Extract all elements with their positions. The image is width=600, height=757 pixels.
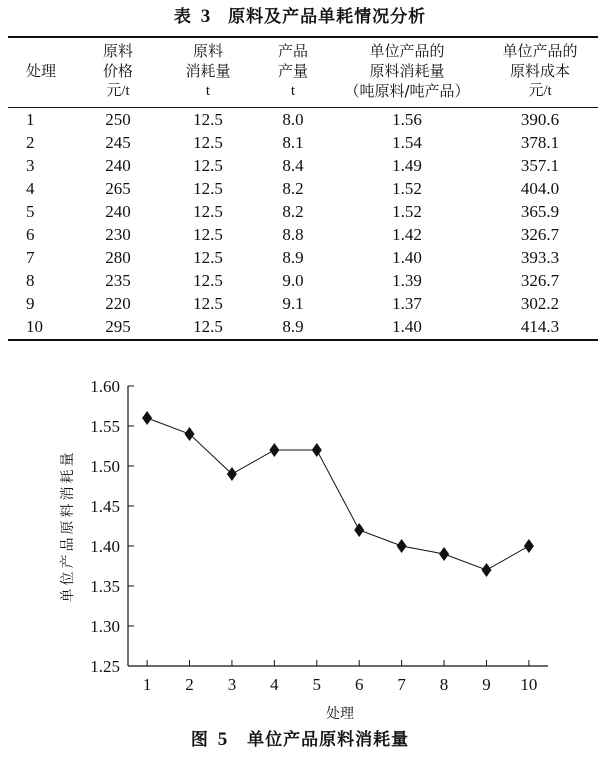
table-cell: 8.1: [282, 132, 304, 152]
table-cell: 326.7: [520, 271, 560, 291]
table-cell: 10: [26, 317, 43, 337]
table-cell: 230: [105, 225, 131, 245]
figure-caption-prefix: 图: [190, 730, 209, 750]
y-tick-label: 1.40: [90, 537, 120, 556]
header-line: 价格: [102, 62, 133, 80]
x-tick-label: 4: [270, 675, 279, 694]
data-point-marker: [227, 467, 237, 481]
table-cell: 5: [26, 201, 35, 221]
series-line: [147, 418, 529, 570]
figure-caption-text: 单位产品原料消耗量: [247, 730, 410, 750]
table-cell: 6: [26, 225, 35, 245]
header-treatment: [8, 37, 74, 108]
data-point-marker: [354, 523, 364, 537]
table-row: [8, 247, 598, 270]
table-cell: 8.2: [282, 201, 304, 221]
table-cell: 1.40: [392, 248, 422, 268]
table-cell: 378.1: [520, 132, 560, 152]
header-unit: （吨原料/吨产品）: [344, 82, 470, 100]
table-cell: 9.0: [282, 271, 304, 291]
y-axis-title: 单位产品原料消耗量: [60, 449, 76, 603]
header-treatment-label: 处理: [25, 62, 56, 80]
table-cell: 9.1: [282, 294, 304, 314]
y-tick-label: 1.45: [90, 497, 120, 516]
y-tick-label: 1.25: [90, 657, 120, 676]
table-cell: 1.42: [392, 225, 422, 245]
table-row: [8, 154, 598, 177]
table-cell: 1: [26, 109, 35, 129]
x-tick-label: 3: [227, 675, 237, 694]
table-cell: 12.5: [193, 155, 223, 175]
data-point-marker: [397, 539, 407, 553]
data-point-marker: [524, 539, 534, 553]
header-unit: t: [205, 83, 211, 99]
y-tick-label: 1.55: [90, 417, 120, 436]
table-cell: 280: [105, 248, 131, 268]
table-cell: 12.5: [193, 271, 223, 291]
table-title-text: 原料及产品单耗情况分析: [228, 7, 427, 27]
header-unit-consumption: [332, 37, 482, 108]
table-cell: 302.2: [520, 294, 560, 314]
data-point-marker: [439, 547, 449, 561]
figure-caption: [0, 725, 600, 751]
table-cell: 326.7: [520, 225, 560, 245]
table-cell: 1.39: [392, 271, 422, 291]
table-cell: 12.5: [193, 201, 223, 221]
table-cell: 245: [105, 132, 131, 152]
table-cell: 3: [26, 155, 35, 175]
table-cell: 8.4: [282, 155, 304, 175]
table-cell: 240: [105, 201, 131, 221]
table-cell: 365.9: [520, 201, 560, 221]
table-cell: 8.9: [282, 317, 304, 337]
x-tick-label: 2: [185, 675, 194, 694]
table-cell: 8: [26, 271, 35, 291]
table-cell: 12.5: [193, 317, 223, 337]
table-title-number: 3: [200, 6, 212, 27]
header-unit: 元/t: [106, 83, 130, 99]
material-consumption-table: [8, 36, 598, 341]
table-title: [0, 2, 600, 28]
table-cell: 8.8: [282, 225, 304, 245]
table-row: [8, 223, 598, 246]
table-row: [8, 177, 598, 200]
table-row: [8, 316, 598, 340]
table-cell: 1.40: [392, 317, 422, 337]
header-line: 产品: [277, 42, 308, 60]
consumption-line-chart: [0, 370, 600, 722]
table-cell: 12.5: [193, 109, 223, 129]
table-cell: 1.54: [392, 132, 422, 152]
x-tick-label: 10: [520, 675, 538, 694]
table-cell: 240: [105, 155, 131, 175]
table-cell: 12.5: [193, 294, 223, 314]
table-row: [8, 270, 598, 293]
table-header-row: [8, 37, 598, 108]
data-point-marker: [185, 427, 195, 441]
header-line: 消耗量: [185, 62, 231, 80]
header-line: 单位产品的: [369, 42, 445, 60]
header-line: 原料成本: [509, 62, 570, 80]
table-cell: 1.52: [392, 201, 422, 221]
table-body: [8, 108, 598, 340]
header-unit: t: [290, 83, 296, 99]
x-tick-label: 7: [397, 675, 406, 694]
table-cell: 12.5: [193, 225, 223, 245]
table-cell: 235: [105, 271, 131, 291]
table-cell: 8.9: [282, 248, 304, 268]
table-cell: 7: [26, 248, 35, 268]
table-cell: 393.3: [520, 248, 560, 268]
y-tick-label: 1.30: [90, 617, 120, 636]
header-line: 产量: [277, 62, 308, 80]
header-material-price: [74, 37, 162, 108]
header-line: 原料: [102, 42, 133, 60]
table-cell: 220: [105, 294, 131, 314]
table-cell: 390.6: [520, 109, 560, 129]
table-cell: 12.5: [193, 178, 223, 198]
table-row: [8, 108, 598, 132]
table-cell: 8.2: [282, 178, 304, 198]
data-point-marker: [481, 563, 491, 577]
data-point-marker: [142, 411, 152, 425]
table-cell: 1.56: [392, 109, 422, 129]
table-cell: 1.49: [392, 155, 422, 175]
table-cell: 414.3: [520, 317, 560, 337]
table-row: [8, 131, 598, 154]
table-cell: 4: [26, 178, 35, 198]
data-point-marker: [312, 443, 322, 457]
header-unit-cost: [482, 37, 598, 108]
table-cell: 250: [105, 109, 131, 129]
table-row: [8, 293, 598, 316]
header-product-output: [254, 37, 332, 108]
header-line: 原料: [192, 42, 223, 60]
x-tick-label: 1: [142, 675, 152, 694]
table-cell: 2: [26, 132, 35, 152]
header-line: 原料消耗量: [369, 62, 445, 80]
x-tick-label: 5: [312, 675, 322, 694]
table-cell: 1.37: [392, 294, 422, 314]
table-cell: 12.5: [193, 132, 223, 152]
table-row: [8, 200, 598, 223]
table-cell: 295: [105, 317, 131, 337]
x-axis-title: 处理: [326, 706, 354, 722]
x-tick-label: 9: [482, 675, 491, 694]
x-tick-label: 8: [439, 675, 449, 694]
table-cell: 9: [26, 294, 35, 314]
data-point-marker: [269, 443, 279, 457]
header-line: 单位产品的: [502, 42, 578, 60]
figure-caption-number: 5: [217, 729, 229, 750]
x-tick-label: 6: [354, 675, 364, 694]
table-cell: 8.0: [282, 109, 304, 129]
header-material-consumption: [162, 37, 254, 108]
y-tick-label: 1.50: [90, 457, 120, 476]
y-tick-label: 1.60: [90, 377, 120, 396]
table-cell: 404.0: [520, 178, 560, 198]
table-title-prefix: 表: [173, 7, 192, 27]
table-cell: 357.1: [520, 155, 560, 175]
table-cell: 1.52: [392, 178, 422, 198]
table-cell: 265: [105, 178, 131, 198]
y-tick-label: 1.35: [90, 577, 120, 596]
table-cell: 12.5: [193, 248, 223, 268]
header-unit: 元/t: [528, 83, 552, 99]
